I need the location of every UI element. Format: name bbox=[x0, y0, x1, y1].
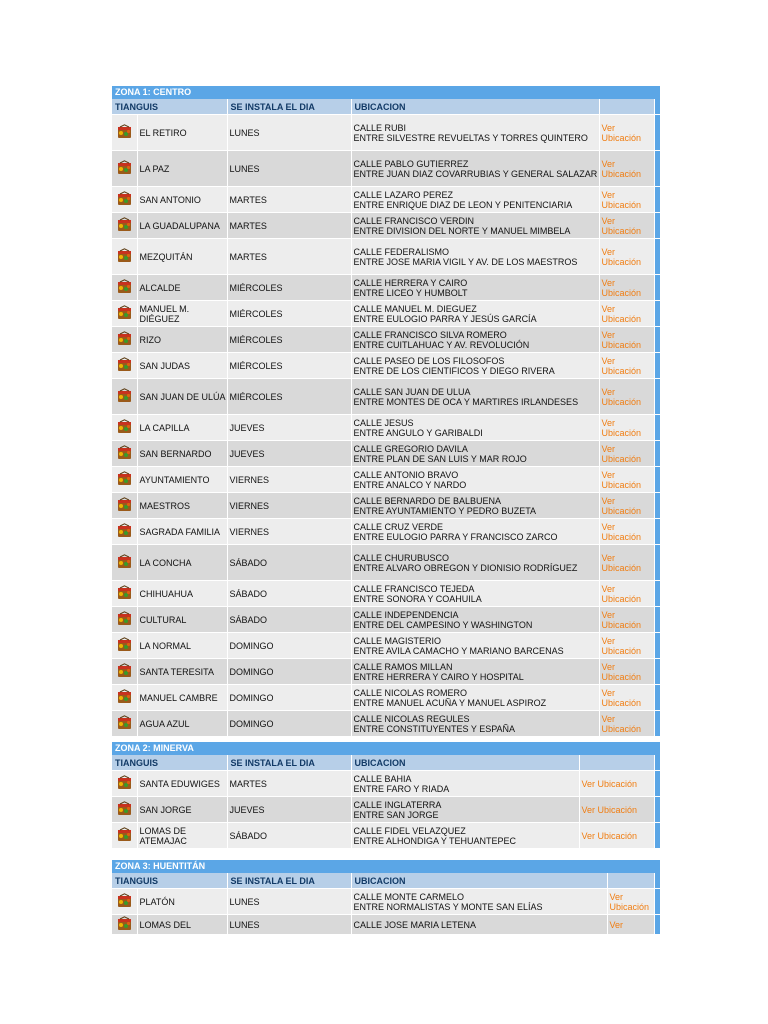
market-stall-icon bbox=[117, 827, 132, 842]
row-endcap bbox=[654, 889, 660, 915]
cross-streets: ENTRE NORMALISTAS Y MONTE SAN ELÍAS bbox=[353, 901, 543, 912]
table-row bbox=[112, 467, 660, 493]
ver-ubicacion-link[interactable]: Ver Ubicación bbox=[579, 823, 654, 849]
row-endcap bbox=[654, 379, 660, 415]
market-name: LOMAS DE ATEMAJAC bbox=[137, 823, 227, 849]
street-name: CALLE BERNARDO DE BALBUENA bbox=[353, 495, 502, 506]
row-endcap bbox=[654, 115, 660, 151]
market-stall-icon bbox=[117, 801, 132, 816]
market-stall-icon bbox=[117, 893, 132, 908]
market-name: SAN JORGE bbox=[137, 797, 227, 823]
market-name: CHIHUAHUA bbox=[137, 581, 227, 607]
location-cell bbox=[351, 915, 607, 935]
location-cell bbox=[351, 659, 599, 685]
ver-ubicacion-link[interactable]: Ver Ubicación bbox=[599, 685, 654, 711]
market-icon-cell bbox=[112, 301, 137, 327]
market-stall-icon bbox=[117, 916, 132, 931]
row-endcap bbox=[654, 467, 660, 493]
ver-ubicacion-link[interactable]: Ver Ubicación bbox=[599, 115, 654, 151]
table-row bbox=[112, 353, 660, 379]
cross-streets: ENTRE SILVESTRE REVUELTAS Y TORRES QUINTERO bbox=[353, 132, 588, 143]
table-row bbox=[112, 545, 660, 581]
market-icon-cell bbox=[112, 327, 137, 353]
ver-ubicacion-link[interactable]: Ver Ubicación bbox=[599, 327, 654, 353]
row-endcap bbox=[654, 633, 660, 659]
header-ubicacion: UBICACION bbox=[351, 755, 579, 771]
row-endcap bbox=[654, 771, 660, 797]
market-name: SAGRADA FAMILIA bbox=[137, 519, 227, 545]
market-stall-icon bbox=[117, 689, 132, 704]
market-icon-cell bbox=[112, 467, 137, 493]
location-cell bbox=[351, 685, 599, 711]
table-row bbox=[112, 151, 660, 187]
cross-streets: ENTRE LICEO Y HUMBOLT bbox=[353, 287, 468, 298]
ver-ubicacion-link[interactable]: Ver Ubicación bbox=[607, 889, 654, 915]
location-cell bbox=[351, 353, 599, 379]
install-day: MARTES bbox=[227, 213, 351, 239]
street-name: CALLE LAZARO PEREZ bbox=[353, 189, 454, 200]
location-cell bbox=[351, 187, 599, 213]
location-cell bbox=[351, 379, 599, 415]
market-icon-cell bbox=[112, 115, 137, 151]
market-stall-icon bbox=[117, 585, 132, 600]
cross-streets: ENTRE ENRIQUE DIAZ DE LEON Y PENITENCIARIA bbox=[353, 199, 573, 210]
ver-ubicacion-link[interactable]: Ver Ubicación bbox=[599, 545, 654, 581]
ver-ubicacion-link[interactable]: Ver Ubicación bbox=[599, 441, 654, 467]
cross-streets: ENTRE AVILA CAMACHO Y MARIANO BARCENAS bbox=[353, 645, 564, 656]
market-icon-cell bbox=[112, 151, 137, 187]
market-stall-icon bbox=[117, 523, 132, 538]
street-name: CALLE MANUEL M. DIEGUEZ bbox=[353, 303, 477, 314]
ver-ubicacion-link[interactable]: Ver bbox=[607, 915, 654, 935]
cross-streets: ENTRE DE LOS CIENTIFICOS Y DIEGO RIVERA bbox=[353, 365, 555, 376]
install-day: LUNES bbox=[227, 115, 351, 151]
location-cell bbox=[351, 771, 579, 797]
cross-streets: ENTRE JUAN DIAZ COVARRUBIAS Y GENERAL SALAZAR bbox=[353, 168, 598, 179]
row-endcap bbox=[654, 519, 660, 545]
market-name: CULTURAL bbox=[137, 607, 227, 633]
market-icon-cell bbox=[112, 493, 137, 519]
row-endcap bbox=[654, 711, 660, 737]
row-endcap bbox=[654, 545, 660, 581]
table-row bbox=[112, 711, 660, 737]
table-row bbox=[112, 771, 660, 797]
market-name: SANTA EDUWIGES bbox=[137, 771, 227, 797]
market-icon-cell bbox=[112, 415, 137, 441]
location-cell bbox=[351, 711, 599, 737]
cross-streets: ENTRE CONSTITUYENTES Y ESPAÑA bbox=[353, 723, 516, 734]
location-cell bbox=[351, 823, 579, 849]
table-row bbox=[112, 889, 660, 915]
market-table bbox=[112, 755, 661, 849]
row-endcap bbox=[654, 327, 660, 353]
market-name: SAN ANTONIO bbox=[137, 187, 227, 213]
market-icon-cell bbox=[112, 659, 137, 685]
market-name: RIZO bbox=[137, 327, 227, 353]
street-name: CALLE FRANCISCO SILVA ROMERO bbox=[353, 329, 507, 340]
install-day: SÁBADO bbox=[227, 545, 351, 581]
install-day: JUEVES bbox=[227, 797, 351, 823]
install-day: MIÉRCOLES bbox=[227, 353, 351, 379]
location-cell bbox=[351, 467, 599, 493]
ver-ubicacion-link[interactable]: Ver Ubicación bbox=[599, 493, 654, 519]
ver-ubicacion-link[interactable]: Ver Ubicación bbox=[599, 239, 654, 275]
street-name: CALLE GREGORIO DAVILA bbox=[353, 443, 468, 454]
install-day: MIÉRCOLES bbox=[227, 327, 351, 353]
row-endcap bbox=[654, 187, 660, 213]
install-day: SÁBADO bbox=[227, 581, 351, 607]
market-icon-cell bbox=[112, 797, 137, 823]
row-endcap bbox=[654, 581, 660, 607]
market-name: SAN BERNARDO bbox=[137, 441, 227, 467]
cross-streets: ENTRE MANUEL ACUÑA Y MANUEL ASPIROZ bbox=[353, 697, 547, 708]
ver-ubicacion-link[interactable]: Ver Ubicación bbox=[599, 275, 654, 301]
market-name: ALCALDE bbox=[137, 275, 227, 301]
street-name: CALLE FRANCISCO TEJEDA bbox=[353, 583, 475, 594]
street-name: CALLE INGLATERRA bbox=[353, 799, 442, 810]
location-cell bbox=[351, 633, 599, 659]
table-row bbox=[112, 187, 660, 213]
row-endcap bbox=[654, 415, 660, 441]
row-endcap bbox=[654, 151, 660, 187]
install-day: MIÉRCOLES bbox=[227, 275, 351, 301]
row-endcap bbox=[654, 213, 660, 239]
street-name: CALLE ANTONIO BRAVO bbox=[353, 469, 459, 480]
ver-ubicacion-link[interactable]: Ver Ubicación bbox=[599, 519, 654, 545]
table-row bbox=[112, 275, 660, 301]
street-name: CALLE NICOLAS REGULES bbox=[353, 713, 470, 724]
row-endcap bbox=[654, 275, 660, 301]
street-name: CALLE JOSE MARIA LETENA bbox=[353, 919, 477, 930]
location-cell bbox=[351, 275, 599, 301]
header-endcap bbox=[654, 873, 660, 889]
street-name: CALLE SAN JUAN DE ULUA bbox=[353, 386, 471, 397]
market-stall-icon bbox=[117, 554, 132, 569]
cross-streets: ENTRE CUITLAHUAC Y AV. REVOLUCIÓN bbox=[353, 339, 530, 350]
zone-1-section bbox=[112, 86, 660, 737]
header-endcap bbox=[654, 755, 660, 771]
market-stall-icon bbox=[117, 663, 132, 678]
market-name: LOMAS DEL bbox=[137, 915, 227, 935]
street-name: CALLE CRUZ VERDE bbox=[353, 521, 444, 532]
install-day: VIERNES bbox=[227, 519, 351, 545]
row-endcap bbox=[654, 239, 660, 275]
install-day: LUNES bbox=[227, 915, 351, 935]
header-dia: SE INSTALA EL DIA bbox=[227, 755, 351, 771]
street-name: CALLE BAHIA bbox=[353, 773, 412, 784]
market-name: MAESTROS bbox=[137, 493, 227, 519]
market-name: MANUEL M. DIÉGUEZ bbox=[137, 301, 227, 327]
location-cell bbox=[351, 493, 599, 519]
row-endcap bbox=[654, 493, 660, 519]
market-icon-cell bbox=[112, 441, 137, 467]
market-stall-icon bbox=[117, 248, 132, 263]
header-blank bbox=[579, 755, 654, 771]
install-day: LUNES bbox=[227, 889, 351, 915]
market-icon-cell bbox=[112, 685, 137, 711]
market-icon-cell bbox=[112, 581, 137, 607]
street-name: CALLE JESUS bbox=[353, 417, 414, 428]
cross-streets: ENTRE PLAN DE SAN LUIS Y MAR ROJO bbox=[353, 453, 527, 464]
street-name: CALLE PASEO DE LOS FILOSOFOS bbox=[353, 355, 505, 366]
market-name: LA NORMAL bbox=[137, 633, 227, 659]
table-row bbox=[112, 379, 660, 415]
cross-streets: ENTRE DIVISION DEL NORTE Y MANUEL MIMBELA bbox=[353, 225, 571, 236]
install-day: MIÉRCOLES bbox=[227, 379, 351, 415]
location-cell bbox=[351, 889, 607, 915]
market-name: EL RETIRO bbox=[137, 115, 227, 151]
ver-ubicacion-link[interactable]: Ver Ubicación bbox=[599, 353, 654, 379]
market-name: AYUNTAMIENTO bbox=[137, 467, 227, 493]
street-name: CALLE RAMOS MILLAN bbox=[353, 661, 453, 672]
cross-streets: ENTRE SAN JORGE bbox=[353, 809, 439, 820]
table-row bbox=[112, 327, 660, 353]
ver-ubicacion-link[interactable]: Ver Ubicación bbox=[579, 771, 654, 797]
header-tianguis: TIANGUIS bbox=[112, 873, 227, 889]
market-stall-icon bbox=[117, 305, 132, 320]
market-icon-cell bbox=[112, 275, 137, 301]
table-row bbox=[112, 797, 660, 823]
market-name: SAN JUAN DE ULÚA bbox=[137, 379, 227, 415]
table-row bbox=[112, 581, 660, 607]
street-name: CALLE HERRERA Y CAIRO bbox=[353, 277, 468, 288]
row-endcap bbox=[654, 659, 660, 685]
table-row bbox=[112, 685, 660, 711]
market-stall-icon bbox=[117, 217, 132, 232]
cross-streets: ENTRE ANGULO Y GARIBALDI bbox=[353, 427, 483, 438]
street-name: CALLE FRANCISCO VERDIN bbox=[353, 215, 475, 226]
install-day: MIÉRCOLES bbox=[227, 301, 351, 327]
install-day: JUEVES bbox=[227, 441, 351, 467]
table-row bbox=[112, 239, 660, 275]
market-stall-icon bbox=[117, 124, 132, 139]
install-day: MARTES bbox=[227, 771, 351, 797]
install-day: SÁBADO bbox=[227, 823, 351, 849]
market-icon-cell bbox=[112, 823, 137, 849]
row-endcap bbox=[654, 353, 660, 379]
ver-ubicacion-link[interactable]: Ver Ubicación bbox=[599, 301, 654, 327]
ver-ubicacion-link[interactable]: Ver Ubicación bbox=[599, 187, 654, 213]
location-cell bbox=[351, 797, 579, 823]
street-name: CALLE RUBI bbox=[353, 122, 407, 133]
street-name: CALLE MONTE CARMELO bbox=[353, 891, 465, 902]
location-cell bbox=[351, 607, 599, 633]
street-name: CALLE MAGISTERIO bbox=[353, 635, 442, 646]
zone-3-section bbox=[112, 860, 660, 935]
market-icon-cell bbox=[112, 519, 137, 545]
market-stall-icon bbox=[117, 715, 132, 730]
market-stall-icon bbox=[117, 191, 132, 206]
zone-title: ZONA 2: MINERVA bbox=[112, 742, 660, 755]
cross-streets: ENTRE SONORA Y COAHUILA bbox=[353, 593, 482, 604]
install-day: DOMINGO bbox=[227, 711, 351, 737]
market-icon-cell bbox=[112, 353, 137, 379]
ver-ubicacion-link[interactable]: Ver Ubicación bbox=[599, 711, 654, 737]
street-name: CALLE FEDERALISMO bbox=[353, 246, 450, 257]
install-day: LUNES bbox=[227, 151, 351, 187]
market-name: MANUEL CAMBRE bbox=[137, 685, 227, 711]
cross-streets: ENTRE HERRERA Y CAIRO Y HOSPITAL bbox=[353, 671, 524, 682]
market-name: LA GUADALUPANA bbox=[137, 213, 227, 239]
cross-streets: ENTRE JOSE MARIA VIGIL Y AV. DE LOS MAESTROS bbox=[353, 256, 578, 267]
table-row bbox=[112, 823, 660, 849]
header-blank bbox=[599, 99, 654, 115]
market-stall-icon bbox=[117, 445, 132, 460]
cross-streets: ENTRE MONTES DE OCA Y MARTIRES IRLANDESES bbox=[353, 396, 579, 407]
street-name: CALLE INDEPENDENCIA bbox=[353, 609, 459, 620]
header-ubicacion: UBICACION bbox=[351, 873, 607, 889]
header-endcap bbox=[654, 99, 660, 115]
market-icon-cell bbox=[112, 915, 137, 935]
ver-ubicacion-link[interactable]: Ver Ubicación bbox=[599, 379, 654, 415]
market-stall-icon bbox=[117, 388, 132, 403]
header-tianguis: TIANGUIS bbox=[112, 755, 227, 771]
location-cell bbox=[351, 239, 599, 275]
zone-title: ZONA 1: CENTRO bbox=[112, 86, 660, 99]
ver-ubicacion-link[interactable]: Ver Ubicación bbox=[599, 467, 654, 493]
location-cell bbox=[351, 301, 599, 327]
market-icon-cell bbox=[112, 545, 137, 581]
market-icon-cell bbox=[112, 187, 137, 213]
cross-streets: ENTRE ANALCO Y NARDO bbox=[353, 479, 467, 490]
market-stall-icon bbox=[117, 160, 132, 175]
header-dia: SE INSTALA EL DIA bbox=[227, 873, 351, 889]
location-cell bbox=[351, 545, 599, 581]
table-row bbox=[112, 441, 660, 467]
location-cell bbox=[351, 441, 599, 467]
table-row bbox=[112, 519, 660, 545]
market-table bbox=[112, 99, 661, 737]
market-icon-cell bbox=[112, 379, 137, 415]
market-stall-icon bbox=[117, 611, 132, 626]
location-cell bbox=[351, 213, 599, 239]
table-row bbox=[112, 915, 660, 935]
location-cell bbox=[351, 519, 599, 545]
row-endcap bbox=[654, 797, 660, 823]
ver-ubicacion-link[interactable]: Ver Ubicación bbox=[579, 797, 654, 823]
install-day: VIERNES bbox=[227, 467, 351, 493]
street-name: CALLE CHURUBUSCO bbox=[353, 552, 450, 563]
market-name: LA CONCHA bbox=[137, 545, 227, 581]
header-ubicacion: UBICACION bbox=[351, 99, 599, 115]
install-day: DOMINGO bbox=[227, 659, 351, 685]
header-tianguis: TIANGUIS bbox=[112, 99, 227, 115]
cross-streets: ENTRE DEL CAMPESINO Y WASHINGTON bbox=[353, 619, 533, 630]
street-name: CALLE PABLO GUTIERREZ bbox=[353, 158, 469, 169]
location-cell bbox=[351, 581, 599, 607]
table-row bbox=[112, 607, 660, 633]
install-day: SÁBADO bbox=[227, 607, 351, 633]
market-name: SAN JUDAS bbox=[137, 353, 227, 379]
table-row bbox=[112, 493, 660, 519]
market-name: AGUA AZUL bbox=[137, 711, 227, 737]
table-row bbox=[112, 115, 660, 151]
market-stall-icon bbox=[117, 637, 132, 652]
cross-streets: ENTRE FARO Y RIADA bbox=[353, 783, 450, 794]
table-row bbox=[112, 633, 660, 659]
cross-streets: ENTRE ALVARO OBREGON Y DIONISIO RODRÍGUEZ bbox=[353, 562, 578, 573]
cross-streets: ENTRE AYUNTAMIENTO Y PEDRO BUZETA bbox=[353, 505, 537, 516]
cross-streets: ENTRE EULOGIO PARRA Y JESÚS GARCÍA bbox=[353, 313, 537, 324]
market-name: MEZQUITÁN bbox=[137, 239, 227, 275]
market-icon-cell bbox=[112, 771, 137, 797]
ver-ubicacion-link[interactable]: Ver Ubicación bbox=[599, 633, 654, 659]
table-row bbox=[112, 213, 660, 239]
market-stall-icon bbox=[117, 497, 132, 512]
market-stall-icon bbox=[117, 419, 132, 434]
zone-title: ZONA 3: HUENTITÁN bbox=[112, 860, 660, 873]
ver-ubicacion-link[interactable]: Ver Ubicación bbox=[599, 607, 654, 633]
table-row bbox=[112, 659, 660, 685]
market-stall-icon bbox=[117, 775, 132, 790]
market-icon-cell bbox=[112, 889, 137, 915]
cross-streets: ENTRE ALHONDIGA Y TEHUANTEPEC bbox=[353, 835, 517, 846]
market-stall-icon bbox=[117, 279, 132, 294]
header-dia: SE INSTALA EL DIA bbox=[227, 99, 351, 115]
install-day: MARTES bbox=[227, 239, 351, 275]
ver-ubicacion-link[interactable]: Ver Ubicación bbox=[599, 659, 654, 685]
install-day: VIERNES bbox=[227, 493, 351, 519]
ver-ubicacion-link[interactable]: Ver Ubicación bbox=[599, 581, 654, 607]
market-table bbox=[112, 873, 661, 935]
row-endcap bbox=[654, 915, 660, 935]
cross-streets: ENTRE EULOGIO PARRA Y FRANCISCO ZARCO bbox=[353, 531, 558, 542]
install-day: MARTES bbox=[227, 187, 351, 213]
market-icon-cell bbox=[112, 239, 137, 275]
row-endcap bbox=[654, 685, 660, 711]
install-day: DOMINGO bbox=[227, 633, 351, 659]
location-cell bbox=[351, 415, 599, 441]
market-stall-icon bbox=[117, 357, 132, 372]
market-name: SANTA TERESITA bbox=[137, 659, 227, 685]
market-stall-icon bbox=[117, 331, 132, 346]
location-cell bbox=[351, 327, 599, 353]
row-endcap bbox=[654, 607, 660, 633]
ver-ubicacion-link[interactable]: Ver Ubicación bbox=[599, 213, 654, 239]
row-endcap bbox=[654, 301, 660, 327]
market-icon-cell bbox=[112, 213, 137, 239]
table-row bbox=[112, 415, 660, 441]
street-name: CALLE NICOLAS ROMERO bbox=[353, 687, 468, 698]
market-name: PLATÓN bbox=[137, 889, 227, 915]
table-row bbox=[112, 301, 660, 327]
install-day: DOMINGO bbox=[227, 685, 351, 711]
zone-2-section bbox=[112, 742, 660, 849]
install-day: JUEVES bbox=[227, 415, 351, 441]
row-endcap bbox=[654, 441, 660, 467]
market-name: LA PAZ bbox=[137, 151, 227, 187]
market-icon-cell bbox=[112, 633, 137, 659]
ver-ubicacion-link[interactable]: Ver Ubicación bbox=[599, 415, 654, 441]
market-icon-cell bbox=[112, 607, 137, 633]
street-name: CALLE FIDEL VELAZQUEZ bbox=[353, 825, 466, 836]
header-blank bbox=[607, 873, 654, 889]
market-stall-icon bbox=[117, 471, 132, 486]
market-name: LA CAPILLA bbox=[137, 415, 227, 441]
market-icon-cell bbox=[112, 711, 137, 737]
row-endcap bbox=[654, 823, 660, 849]
ver-ubicacion-link[interactable]: Ver Ubicación bbox=[599, 151, 654, 187]
location-cell bbox=[351, 115, 599, 151]
location-cell bbox=[351, 151, 599, 187]
